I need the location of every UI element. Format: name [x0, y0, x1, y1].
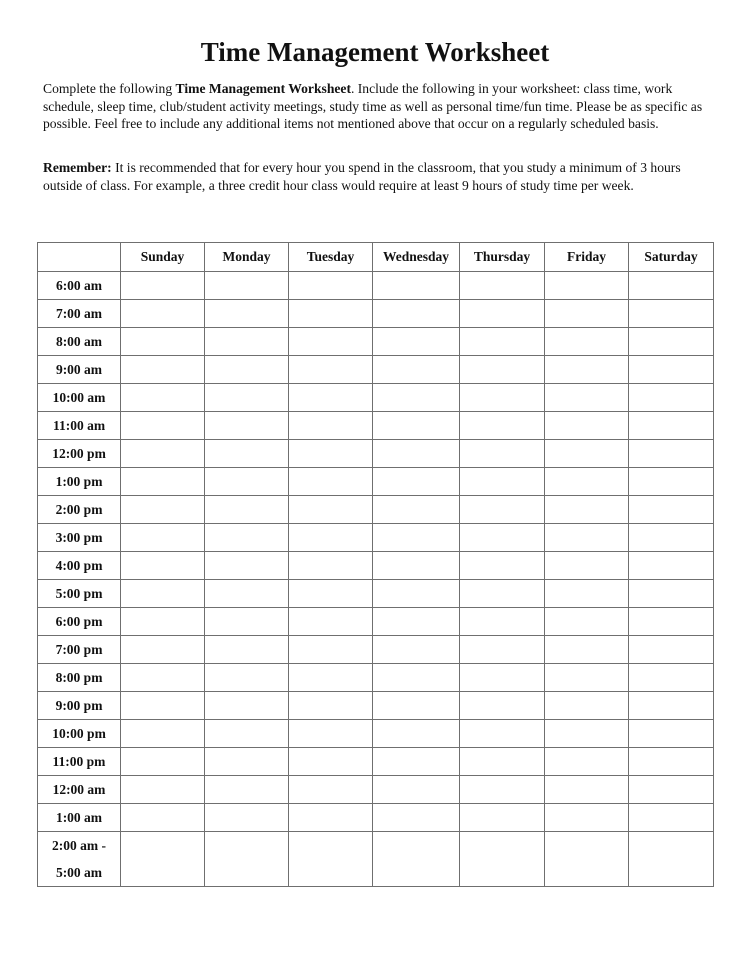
schedule-cell-thursday[interactable]	[460, 580, 545, 608]
schedule-cell-saturday[interactable]	[629, 468, 714, 496]
schedule-cell-saturday[interactable]	[629, 300, 714, 328]
schedule-cell-friday[interactable]	[545, 636, 629, 664]
schedule-cell-wednesday[interactable]	[373, 468, 460, 496]
day-header-tuesday: Tuesday	[289, 243, 373, 272]
schedule-cell-tuesday[interactable]	[289, 720, 373, 748]
time-label: 11:00 am	[38, 412, 121, 440]
table-row	[38, 356, 714, 384]
schedule-cell-monday[interactable]	[205, 692, 289, 720]
schedule-cell-saturday[interactable]	[629, 272, 714, 300]
schedule-cell-monday[interactable]	[205, 272, 289, 300]
schedule-cell-saturday[interactable]	[629, 692, 714, 720]
table-row	[38, 524, 714, 552]
schedule-cell-wednesday[interactable]	[373, 328, 460, 356]
time-label: 7:00 am	[38, 300, 121, 328]
time-label: 9:00 am	[38, 356, 121, 384]
time-range-end: 5:00 am	[55, 865, 103, 880]
schedule-cell-friday[interactable]	[545, 580, 629, 608]
schedule-cell-thursday[interactable]	[460, 524, 545, 552]
table-row	[38, 328, 714, 356]
schedule-cell-thursday[interactable]	[460, 664, 545, 692]
schedule-cell-tuesday[interactable]	[289, 384, 373, 412]
schedule-cell-saturday[interactable]	[629, 748, 714, 776]
schedule-cell-saturday[interactable]	[629, 636, 714, 664]
time-label: 1:00 am	[38, 804, 121, 832]
table-row	[38, 300, 714, 328]
schedule-cell-wednesday[interactable]	[373, 748, 460, 776]
header-row	[38, 243, 714, 272]
day-header-sunday: Sunday	[121, 243, 205, 272]
schedule-cell-friday[interactable]	[545, 440, 629, 468]
time-label: 10:00 pm	[38, 720, 121, 748]
time-label: 5:00 pm	[38, 580, 121, 608]
schedule-cell-wednesday[interactable]	[373, 804, 460, 832]
remember-text: It is recommended that for every hour you spend in the classroom, that you study a minimum of 3 hours outside of class. For example, a three credit hour class would require at least 9 hours of study time per week.	[43, 160, 681, 193]
table-row	[38, 832, 714, 887]
schedule-cell-tuesday[interactable]	[289, 804, 373, 832]
schedule-cell-friday[interactable]	[545, 832, 629, 887]
schedule-cell-thursday[interactable]	[460, 748, 545, 776]
table-row	[38, 552, 714, 580]
schedule-cell-sunday[interactable]	[121, 272, 205, 300]
schedule-cell-wednesday[interactable]	[373, 636, 460, 664]
schedule-cell-thursday[interactable]	[460, 272, 545, 300]
schedule-cell-monday[interactable]	[205, 804, 289, 832]
schedule-cell-thursday[interactable]	[460, 552, 545, 580]
day-header-friday: Friday	[545, 243, 629, 272]
schedule-cell-tuesday[interactable]	[289, 664, 373, 692]
schedule-cell-saturday[interactable]	[629, 664, 714, 692]
schedule-cell-tuesday[interactable]	[289, 692, 373, 720]
schedule-cell-monday[interactable]	[205, 524, 289, 552]
schedule-cell-sunday[interactable]	[121, 300, 205, 328]
remember-paragraph	[43, 159, 723, 194]
schedule-cell-sunday[interactable]	[121, 552, 205, 580]
table-row	[38, 608, 714, 636]
schedule-cell-sunday[interactable]	[121, 664, 205, 692]
schedule-cell-saturday[interactable]	[629, 720, 714, 748]
schedule-cell-friday[interactable]	[545, 692, 629, 720]
table-row	[38, 412, 714, 440]
page-title: Time Management Worksheet	[200, 37, 550, 67]
schedule-cell-monday[interactable]	[205, 356, 289, 384]
time-label: 7:00 pm	[38, 636, 121, 664]
schedule-cell-monday[interactable]	[205, 776, 289, 804]
schedule-cell-wednesday[interactable]	[373, 664, 460, 692]
schedule-cell-friday[interactable]	[545, 272, 629, 300]
schedule-cell-saturday[interactable]	[629, 804, 714, 832]
schedule-cell-monday[interactable]	[205, 384, 289, 412]
schedule-cell-friday[interactable]	[545, 328, 629, 356]
schedule-cell-tuesday[interactable]	[289, 272, 373, 300]
time-label: 2:00 pm	[38, 496, 121, 524]
schedule-cell-monday[interactable]	[205, 832, 289, 887]
schedule-cell-tuesday[interactable]	[289, 636, 373, 664]
schedule-cell-sunday[interactable]	[121, 328, 205, 356]
day-header-wednesday: Wednesday	[373, 243, 460, 272]
schedule-cell-sunday[interactable]	[121, 832, 205, 887]
schedule-cell-tuesday[interactable]	[289, 524, 373, 552]
schedule-cell-friday[interactable]	[545, 300, 629, 328]
schedule-cell-tuesday[interactable]	[289, 580, 373, 608]
schedule-cell-monday[interactable]	[205, 468, 289, 496]
schedule-cell-thursday[interactable]	[460, 776, 545, 804]
schedule-cell-sunday[interactable]	[121, 384, 205, 412]
schedule-cell-thursday[interactable]	[460, 496, 545, 524]
time-label: 6:00 am	[38, 272, 121, 300]
time-label: 11:00 pm	[38, 748, 121, 776]
schedule-cell-monday[interactable]	[205, 300, 289, 328]
schedule-cell-thursday[interactable]	[460, 300, 545, 328]
schedule-cell-friday[interactable]	[545, 608, 629, 636]
schedule-cell-wednesday[interactable]	[373, 272, 460, 300]
schedule-cell-wednesday[interactable]	[373, 832, 460, 887]
schedule-cell-tuesday[interactable]	[289, 440, 373, 468]
schedule-cell-friday[interactable]	[545, 524, 629, 552]
schedule-cell-wednesday[interactable]	[373, 692, 460, 720]
schedule-cell-monday[interactable]	[205, 552, 289, 580]
schedule-cell-monday[interactable]	[205, 664, 289, 692]
table-row	[38, 720, 714, 748]
schedule-cell-wednesday[interactable]	[373, 580, 460, 608]
schedule-cell-wednesday[interactable]	[373, 496, 460, 524]
schedule-cell-saturday[interactable]	[629, 524, 714, 552]
time-label: 10:00 am	[38, 384, 121, 412]
remember-label: Remember:	[43, 160, 112, 175]
schedule-cell-thursday[interactable]	[460, 692, 545, 720]
schedule-cell-friday[interactable]	[545, 804, 629, 832]
table-row	[38, 440, 714, 468]
schedule-cell-saturday[interactable]	[629, 496, 714, 524]
schedule-cell-saturday[interactable]	[629, 776, 714, 804]
schedule-cell-friday[interactable]	[545, 552, 629, 580]
schedule-cell-sunday[interactable]	[121, 496, 205, 524]
schedule-cell-monday[interactable]	[205, 608, 289, 636]
schedule-cell-wednesday[interactable]	[373, 440, 460, 468]
schedule-cell-thursday[interactable]	[460, 636, 545, 664]
table-row	[38, 748, 714, 776]
schedule-cell-saturday[interactable]	[629, 384, 714, 412]
schedule-cell-sunday[interactable]	[121, 608, 205, 636]
schedule-cell-sunday[interactable]	[121, 580, 205, 608]
schedule-cell-tuesday[interactable]	[289, 552, 373, 580]
schedule-cell-tuesday[interactable]	[289, 356, 373, 384]
schedule-cell-wednesday[interactable]	[373, 300, 460, 328]
schedule-cell-wednesday[interactable]	[373, 608, 460, 636]
schedule-cell-sunday[interactable]	[121, 356, 205, 384]
intro-suffix: . Include the following in your worksheet: class time, work schedule, sleep time, club/student activity meetings, study time as well as personal time/fun time. Please be as specific as possible. Feel free to include any additional items not mentioned above that occur on a regularly scheduled basis.	[43, 81, 703, 131]
schedule-cell-sunday[interactable]	[121, 720, 205, 748]
schedule-cell-monday[interactable]	[205, 440, 289, 468]
time-label: 8:00 pm	[38, 664, 121, 692]
schedule-cell-thursday[interactable]	[460, 608, 545, 636]
schedule-cell-tuesday[interactable]	[289, 748, 373, 776]
schedule-cell-saturday[interactable]	[629, 580, 714, 608]
table-row	[38, 776, 714, 804]
schedule-cell-monday[interactable]	[205, 748, 289, 776]
schedule-table	[37, 242, 714, 887]
schedule-cell-wednesday[interactable]	[373, 384, 460, 412]
schedule-cell-sunday[interactable]	[121, 524, 205, 552]
table-row	[38, 804, 714, 832]
time-label	[38, 832, 121, 887]
schedule-cell-thursday[interactable]	[460, 440, 545, 468]
schedule-cell-tuesday[interactable]	[289, 328, 373, 356]
schedule-cell-saturday[interactable]	[629, 552, 714, 580]
table-row	[38, 468, 714, 496]
schedule-cell-friday[interactable]	[545, 748, 629, 776]
schedule-cell-tuesday[interactable]	[289, 300, 373, 328]
schedule-cell-saturday[interactable]	[629, 832, 714, 887]
intro-bold-title: Time Management Worksheet	[175, 81, 351, 96]
corner-cell	[38, 243, 121, 272]
schedule-cell-sunday[interactable]	[121, 636, 205, 664]
schedule-cell-monday[interactable]	[205, 496, 289, 524]
schedule-cell-friday[interactable]	[545, 720, 629, 748]
schedule-cell-friday[interactable]	[545, 412, 629, 440]
schedule-cell-thursday[interactable]	[460, 384, 545, 412]
schedule-cell-tuesday[interactable]	[289, 776, 373, 804]
schedule-cell-tuesday[interactable]	[289, 496, 373, 524]
schedule-cell-tuesday[interactable]	[289, 608, 373, 636]
intro-prefix: Complete the following	[43, 81, 176, 96]
schedule-cell-monday[interactable]	[205, 580, 289, 608]
schedule-cell-wednesday[interactable]	[373, 776, 460, 804]
schedule-cell-friday[interactable]	[545, 664, 629, 692]
day-header-monday: Monday	[205, 243, 289, 272]
table-row	[38, 664, 714, 692]
schedule-cell-thursday[interactable]	[460, 356, 545, 384]
schedule-cell-saturday[interactable]	[629, 328, 714, 356]
schedule-cell-monday[interactable]	[205, 720, 289, 748]
table-row	[38, 636, 714, 664]
schedule-cell-saturday[interactable]	[629, 608, 714, 636]
schedule-cell-tuesday[interactable]	[289, 468, 373, 496]
schedule-cell-friday[interactable]	[545, 776, 629, 804]
schedule-cell-wednesday[interactable]	[373, 552, 460, 580]
schedule-cell-sunday[interactable]	[121, 412, 205, 440]
time-label: 12:00 pm	[38, 440, 121, 468]
time-label: 3:00 pm	[38, 524, 121, 552]
schedule-cell-friday[interactable]	[545, 496, 629, 524]
schedule-cell-monday[interactable]	[205, 636, 289, 664]
schedule-cell-wednesday[interactable]	[373, 412, 460, 440]
schedule-cell-thursday[interactable]	[460, 832, 545, 887]
schedule-cell-wednesday[interactable]	[373, 720, 460, 748]
day-header-thursday: Thursday	[460, 243, 545, 272]
schedule-cell-thursday[interactable]	[460, 804, 545, 832]
schedule-cell-sunday[interactable]	[121, 440, 205, 468]
table-row	[38, 580, 714, 608]
intro-paragraph	[43, 80, 723, 133]
time-label: 12:00 am	[38, 776, 121, 804]
table-row	[38, 692, 714, 720]
schedule-cell-tuesday[interactable]	[289, 832, 373, 887]
time-label: 4:00 pm	[38, 552, 121, 580]
schedule-cell-monday[interactable]	[205, 412, 289, 440]
schedule-cell-saturday[interactable]	[629, 440, 714, 468]
schedule-cell-saturday[interactable]	[629, 412, 714, 440]
schedule-cell-sunday[interactable]	[121, 748, 205, 776]
schedule-cell-sunday[interactable]	[121, 776, 205, 804]
schedule-cell-tuesday[interactable]	[289, 412, 373, 440]
time-label: 8:00 am	[38, 328, 121, 356]
table-row	[38, 384, 714, 412]
time-label: 6:00 pm	[38, 608, 121, 636]
schedule-cell-thursday[interactable]	[460, 720, 545, 748]
schedule-cell-friday[interactable]	[545, 356, 629, 384]
schedule-cell-sunday[interactable]	[121, 692, 205, 720]
time-label: 1:00 pm	[38, 468, 121, 496]
schedule-cell-friday[interactable]	[545, 468, 629, 496]
schedule-cell-sunday[interactable]	[121, 804, 205, 832]
day-header-saturday: Saturday	[629, 243, 714, 272]
schedule-cell-saturday[interactable]	[629, 356, 714, 384]
schedule-cell-sunday[interactable]	[121, 468, 205, 496]
schedule-cell-thursday[interactable]	[460, 328, 545, 356]
schedule-cell-wednesday[interactable]	[373, 524, 460, 552]
schedule-cell-thursday[interactable]	[460, 468, 545, 496]
schedule-cell-thursday[interactable]	[460, 412, 545, 440]
table-row	[38, 496, 714, 524]
time-label: 9:00 pm	[38, 692, 121, 720]
schedule-cell-wednesday[interactable]	[373, 356, 460, 384]
schedule-cell-friday[interactable]	[545, 384, 629, 412]
table-row	[38, 272, 714, 300]
time-range-start: 2:00 am -	[52, 838, 106, 853]
schedule-cell-monday[interactable]	[205, 328, 289, 356]
